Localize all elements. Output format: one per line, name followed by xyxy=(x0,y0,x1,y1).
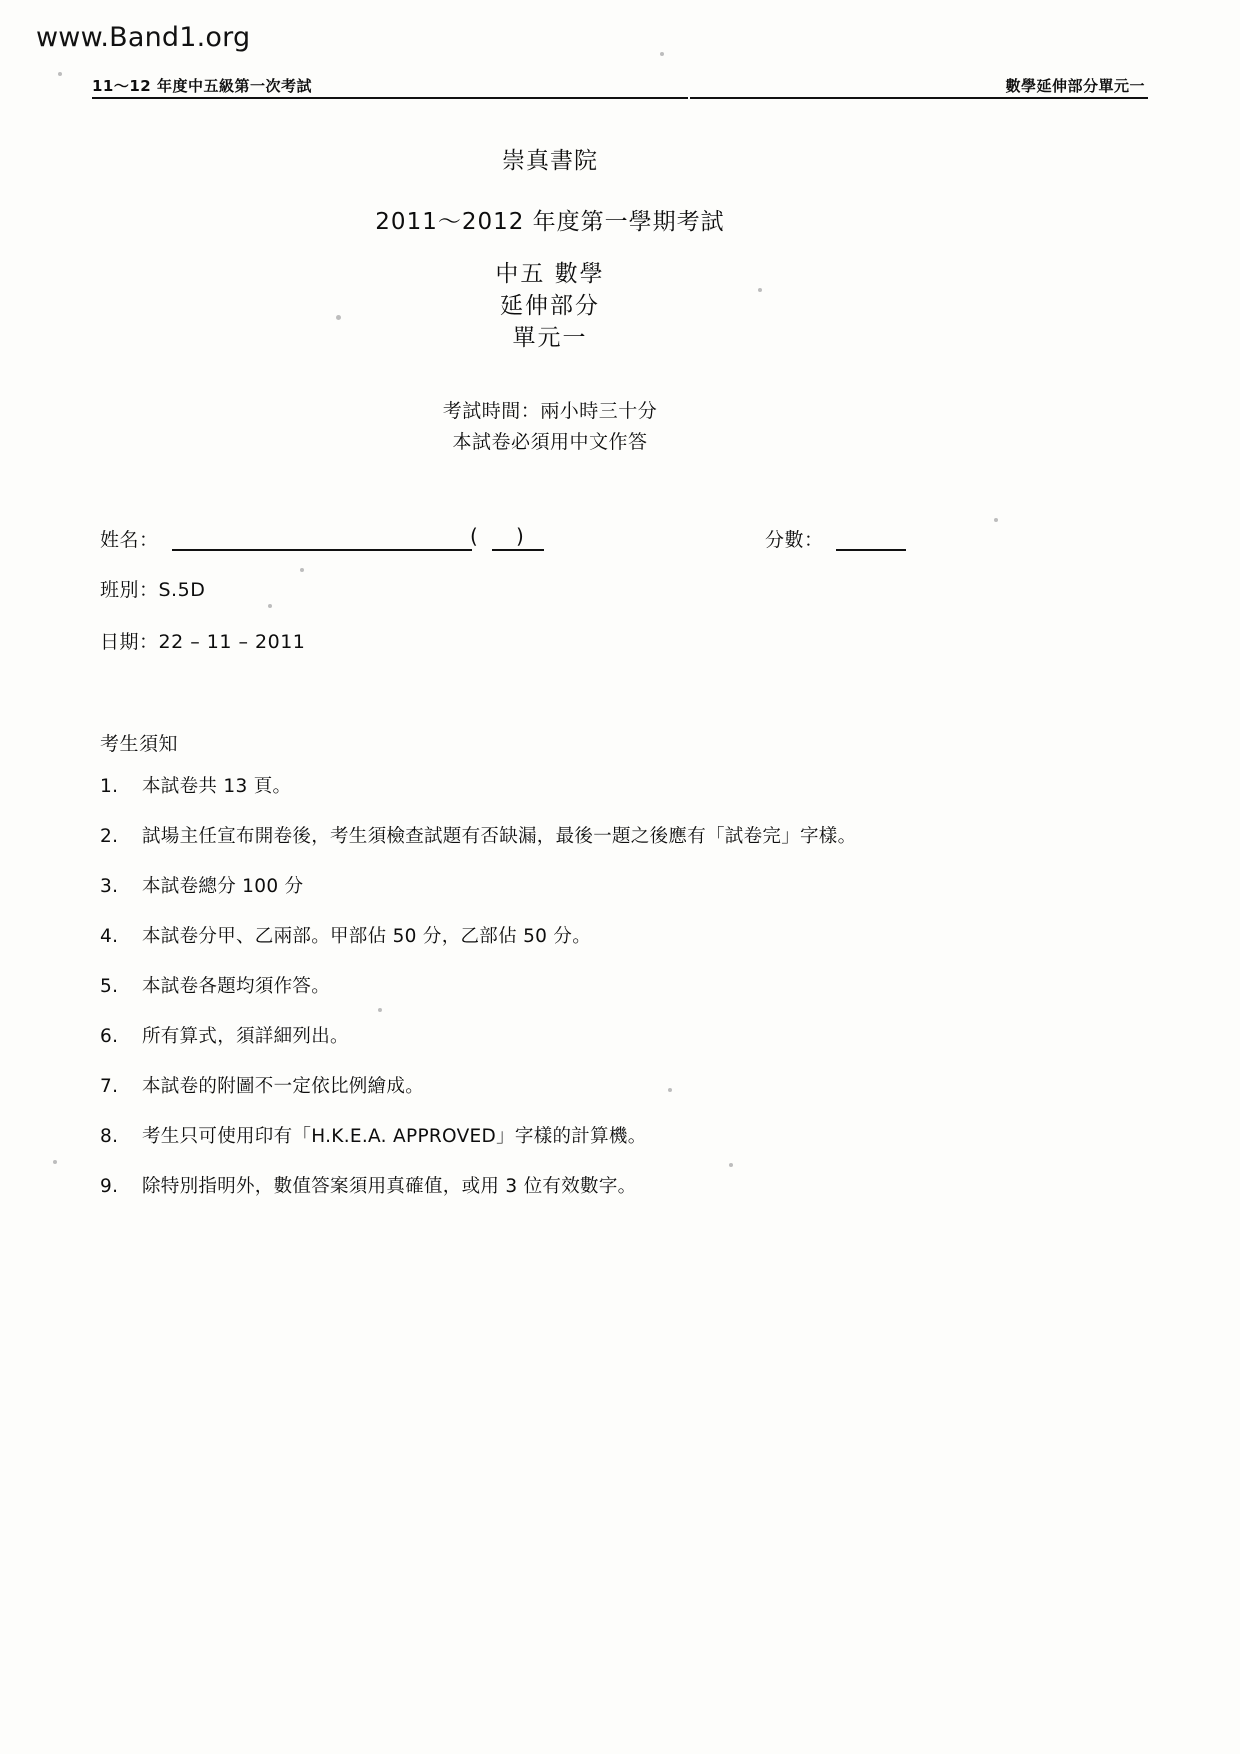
list-item-text: 本試卷分甲、乙兩部。甲部佔 50 分，乙部佔 50 分。 xyxy=(142,925,592,947)
list-item xyxy=(100,975,1150,1000)
list-item-text: 本試卷共 13 頁。 xyxy=(142,776,292,797)
list-item xyxy=(100,775,1150,800)
list-item xyxy=(100,1175,1150,1200)
list-item-text: 本試卷各題均須作答。 xyxy=(142,975,331,997)
exam-duration: 考試時間：兩小時三十分 xyxy=(442,400,658,422)
list-item-number: 8. xyxy=(100,1125,119,1147)
exam-title: 2011～2012 年度第一學期考試 xyxy=(375,209,725,235)
list-item-number: 2. xyxy=(100,825,119,847)
list-item-text: 試場主任宣布開卷後，考生須檢查試題有否缺漏，最後一題之後應有「試卷完」字樣。 xyxy=(142,825,857,847)
score-label: 分數： xyxy=(765,529,824,551)
list-item-text: 本試卷的附圖不一定依比例繪成。 xyxy=(142,1075,425,1097)
list-item xyxy=(100,825,1150,850)
list-item-number: 9. xyxy=(100,1175,119,1197)
list-item-text: 所有算式，須詳細列出。 xyxy=(142,1025,349,1047)
school-name: 崇真書院 xyxy=(502,148,598,174)
subject-line-3: 單元一 xyxy=(512,325,588,351)
list-item-text: 除特別指明外，數值答案須用真確值，或用 3 位有效數字。 xyxy=(142,1175,637,1197)
class-number-parentheses: ( ) xyxy=(470,524,524,548)
list-item-number: 5. xyxy=(100,975,119,997)
name-label: 姓名： xyxy=(100,529,159,551)
score-input-line[interactable] xyxy=(836,549,906,551)
header-left-text: 11～12 年度中五級第一次考試 xyxy=(92,77,312,95)
class-number-input-line[interactable] xyxy=(492,549,544,551)
list-item xyxy=(100,1125,1150,1150)
header-right-text: 數學延伸部分單元一 xyxy=(1005,77,1145,95)
list-item-number: 6. xyxy=(100,1025,119,1047)
date-field: 日期：22 – 11 – 2011 xyxy=(100,631,306,653)
list-item-number: 7. xyxy=(100,1075,119,1097)
list-item xyxy=(100,875,1150,900)
list-item xyxy=(100,925,1150,950)
list-item-text: 本試卷總分 100 分 xyxy=(142,875,304,897)
header-rule-right xyxy=(690,97,1148,99)
subject-line-1: 中五 數學 xyxy=(495,261,605,287)
notice-heading: 考生須知 xyxy=(100,733,179,755)
list-item-number: 4. xyxy=(100,925,119,947)
header-rule-left xyxy=(92,97,688,99)
list-item xyxy=(100,1075,1150,1100)
name-input-line[interactable] xyxy=(172,549,472,551)
class-field: 班別：S.5D xyxy=(100,579,206,601)
site-watermark: www.Band1.org xyxy=(36,22,251,53)
list-item-number: 3. xyxy=(100,875,119,897)
subject-line-2: 延伸部分 xyxy=(500,293,600,319)
list-item xyxy=(100,1025,1150,1050)
exam-language-note: 本試卷必須用中文作答 xyxy=(452,431,648,453)
list-item-text: 考生只可使用印有「H.K.E.A. APPROVED」字樣的計算機。 xyxy=(142,1125,647,1147)
list-item-number: 1. xyxy=(100,776,119,797)
notice-list xyxy=(100,775,1150,1225)
